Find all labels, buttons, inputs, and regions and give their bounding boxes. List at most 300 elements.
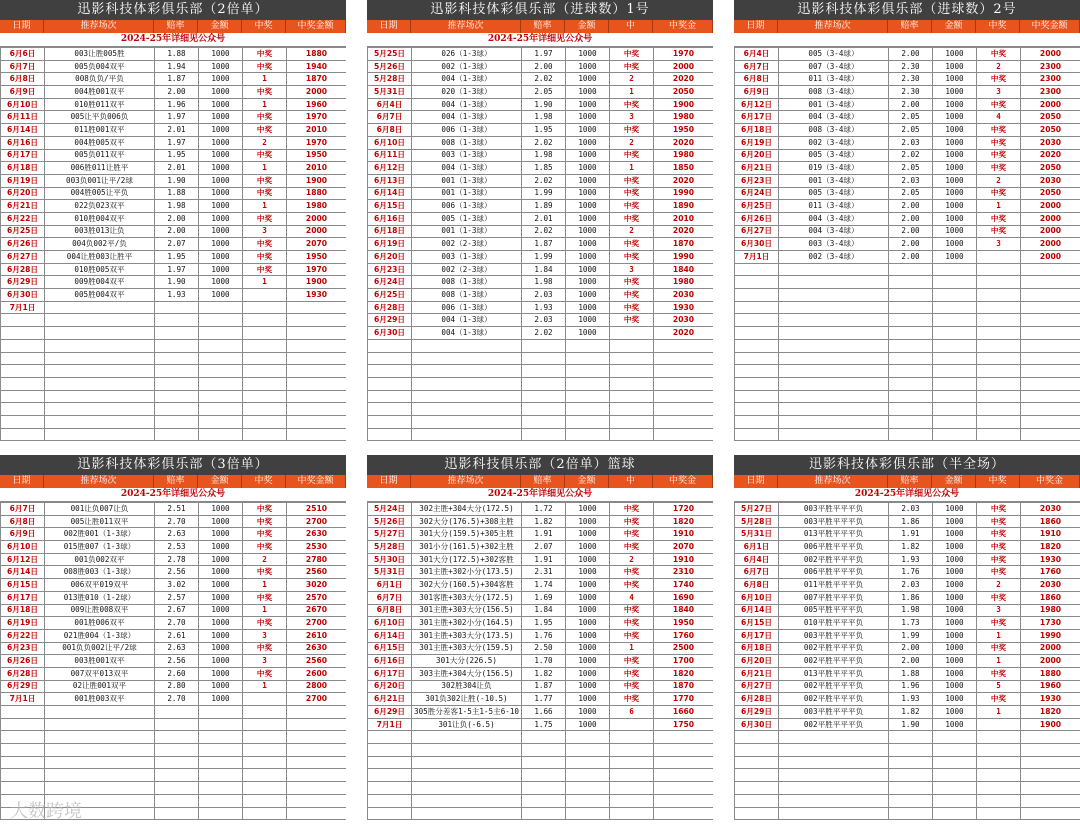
- date-cell: 6月10日: [735, 591, 779, 604]
- odds-cell: [155, 327, 199, 340]
- date-cell: 6月14日: [1, 566, 45, 579]
- date-cell: 6月18日: [1, 162, 45, 175]
- table-row: [1, 667, 347, 680]
- amount-cell: 1000: [199, 98, 243, 111]
- pick-cell: [779, 744, 889, 757]
- result-cell: 2: [243, 553, 287, 566]
- pick-cell: 005（3-4球）: [779, 48, 889, 61]
- table-row: [1, 403, 347, 416]
- payout-cell: 1850: [654, 162, 714, 175]
- date-cell: 6月28日: [1, 263, 45, 276]
- payout-cell: 1730: [1021, 617, 1080, 630]
- header-amount: 金额: [932, 475, 976, 488]
- pick-cell: [45, 769, 155, 782]
- pick-cell: [412, 756, 522, 769]
- pick-cell: 019（3-4球）: [779, 162, 889, 175]
- result-cell: 1: [243, 276, 287, 289]
- odds-cell: 2.61: [155, 629, 199, 642]
- date-cell: 6月7日: [1, 503, 45, 516]
- amount-cell: 1000: [566, 263, 610, 276]
- pick-cell: 302胜304让负: [412, 680, 522, 693]
- table-row: [368, 187, 714, 200]
- odds-cell: 2.53: [155, 541, 199, 554]
- pick-cell: 004（1-3球）: [412, 98, 522, 111]
- payout-cell: 1950: [654, 124, 714, 137]
- date-cell: 6月20日: [1, 187, 45, 200]
- date-cell: 6月4日: [368, 98, 412, 111]
- payout-cell: 3020: [287, 579, 347, 592]
- payout-cell: 1900: [287, 276, 347, 289]
- table-row: [1, 655, 347, 668]
- payout-cell: 2000: [1021, 98, 1080, 111]
- pick-cell: [412, 769, 522, 782]
- table-row: [1, 60, 347, 73]
- header-odds: 赔率: [154, 20, 198, 33]
- amount-cell: [199, 428, 243, 441]
- payout-cell: 1880: [287, 48, 347, 61]
- date-cell: 6月9日: [1, 528, 45, 541]
- payout-cell: 1820: [654, 667, 714, 680]
- odds-cell: 2.00: [522, 60, 566, 73]
- table-row: [735, 111, 1080, 124]
- table-row: [368, 111, 714, 124]
- odds-cell: 2.02: [522, 225, 566, 238]
- pick-cell: 002（3-4球）: [779, 251, 889, 264]
- payout-cell: 1760: [654, 629, 714, 642]
- payout-cell: 2000: [1021, 200, 1080, 213]
- date-cell: 6月16日: [368, 212, 412, 225]
- table-row: [368, 403, 714, 416]
- date-cell: 6月29日: [735, 706, 779, 719]
- payout-cell: [287, 415, 347, 428]
- panel-title: 迅影科技体彩俱乐部（3倍单）: [0, 455, 346, 475]
- payout-cell: 2020: [654, 136, 714, 149]
- amount-cell: 1000: [566, 693, 610, 706]
- amount-cell: 1000: [566, 73, 610, 86]
- odds-cell: 2.00: [155, 225, 199, 238]
- date-cell: [368, 377, 412, 390]
- odds-cell: 2.00: [155, 212, 199, 225]
- date-cell: 6月26日: [1, 238, 45, 251]
- odds-cell: 2.03: [889, 174, 933, 187]
- result-cell: 中奖: [610, 98, 654, 111]
- amount-cell: 1000: [566, 327, 610, 340]
- pick-cell: 007双平013双平: [45, 667, 155, 680]
- date-cell: 6月21日: [1, 200, 45, 213]
- panel-title: 迅影科技体彩俱乐部（进球数）2号: [734, 0, 1080, 20]
- amount-cell: 1000: [199, 579, 243, 592]
- pick-cell: 001胜003双平: [45, 693, 155, 706]
- result-cell: 2: [977, 579, 1021, 592]
- header-result: 中奖: [976, 475, 1020, 488]
- payout-cell: 1940: [287, 60, 347, 73]
- date-cell: 5月31日: [735, 528, 779, 541]
- odds-cell: 1.77: [522, 693, 566, 706]
- odds-cell: [155, 718, 199, 731]
- result-cell: [977, 807, 1021, 820]
- pick-cell: [412, 807, 522, 820]
- table-row: [368, 225, 714, 238]
- pick-cell: 003让胜005胜: [45, 48, 155, 61]
- pick-cell: 003（3-4球）: [779, 238, 889, 251]
- panel-title: 迅影科技体彩俱乐部（2倍单）: [0, 0, 346, 20]
- date-cell: 6月12日: [368, 162, 412, 175]
- result-cell: 中奖: [977, 667, 1021, 680]
- pick-cell: 009胜004双平: [45, 276, 155, 289]
- pick-cell: 006（1-3球）: [412, 200, 522, 213]
- odds-cell: 1.66: [522, 706, 566, 719]
- panel-subtitle: 2024-25年详细见公众号: [734, 488, 1080, 502]
- table-row: [1, 365, 347, 378]
- table-row: [735, 327, 1080, 340]
- odds-cell: [889, 263, 933, 276]
- date-cell: 6月26日: [735, 212, 779, 225]
- pick-cell: 301大分(226.5): [412, 655, 522, 668]
- payout-cell: [654, 428, 714, 441]
- pick-cell: [779, 339, 889, 352]
- result-cell: 中奖: [977, 693, 1021, 706]
- date-cell: 5月27日: [368, 528, 412, 541]
- table-row: [1, 769, 347, 782]
- odds-cell: [522, 756, 566, 769]
- odds-cell: 2.56: [155, 566, 199, 579]
- payout-cell: 1900: [1021, 718, 1080, 731]
- panel-goals-1: [367, 0, 713, 450]
- result-cell: 中奖: [610, 48, 654, 61]
- odds-cell: [889, 377, 933, 390]
- amount-cell: 1000: [566, 503, 610, 516]
- amount-cell: 1000: [933, 187, 977, 200]
- payout-cell: 2630: [287, 642, 347, 655]
- payout-cell: [287, 403, 347, 416]
- result-cell: [977, 428, 1021, 441]
- table-row: [735, 655, 1080, 668]
- payout-cell: [654, 769, 714, 782]
- odds-cell: [155, 744, 199, 757]
- header-odds: 赔率: [888, 20, 932, 33]
- date-cell: 6月6日: [1, 48, 45, 61]
- date-cell: 6月10日: [1, 541, 45, 554]
- amount-cell: 1000: [199, 503, 243, 516]
- odds-cell: 2.00: [889, 251, 933, 264]
- pick-cell: 002（1-3球）: [412, 60, 522, 73]
- table-row: [368, 327, 714, 340]
- odds-cell: [155, 339, 199, 352]
- result-cell: [977, 276, 1021, 289]
- pick-cell: 005让平负006负: [45, 111, 155, 124]
- table-row: [1, 263, 347, 276]
- date-cell: [368, 352, 412, 365]
- amount-cell: 1000: [566, 706, 610, 719]
- odds-cell: 2.30: [889, 60, 933, 73]
- date-cell: 6月9日: [1, 86, 45, 99]
- odds-cell: 2.56: [155, 655, 199, 668]
- header-amount: 金额: [198, 20, 242, 33]
- amount-cell: 1000: [566, 579, 610, 592]
- header-pick: 推荐场次: [778, 20, 888, 33]
- amount-cell: 1000: [566, 553, 610, 566]
- pick-cell: 011胜001双平: [45, 124, 155, 137]
- amount-cell: 1000: [566, 149, 610, 162]
- amount-cell: 1000: [199, 187, 243, 200]
- payout-cell: [654, 365, 714, 378]
- pick-cell: 005（3-4球）: [779, 187, 889, 200]
- payout-cell: 2050: [654, 86, 714, 99]
- odds-cell: [522, 339, 566, 352]
- pick-cell: 006（1-3球）: [412, 124, 522, 137]
- amount-cell: 1000: [199, 629, 243, 642]
- table-row: [368, 428, 714, 441]
- result-cell: 中奖: [610, 680, 654, 693]
- pick-cell: 303主胜+304大分(156.5): [412, 667, 522, 680]
- odds-cell: [155, 807, 199, 820]
- panel-subtitle: 2024-25年详细见公众号: [0, 488, 346, 502]
- result-cell: 2: [610, 73, 654, 86]
- odds-cell: [155, 403, 199, 416]
- pick-cell: [45, 403, 155, 416]
- date-cell: 6月22日: [1, 212, 45, 225]
- result-cell: 3: [610, 263, 654, 276]
- amount-cell: 1000: [199, 553, 243, 566]
- result-cell: 中奖: [977, 591, 1021, 604]
- result-cell: [977, 289, 1021, 302]
- result-cell: [610, 428, 654, 441]
- amount-cell: 1000: [199, 48, 243, 61]
- table-row: [735, 86, 1080, 99]
- result-cell: 3: [977, 604, 1021, 617]
- date-cell: 6月8日: [1, 73, 45, 86]
- pick-cell: 005平胜平平平负: [779, 604, 889, 617]
- result-cell: 1: [243, 200, 287, 213]
- result-cell: 中奖: [977, 149, 1021, 162]
- table-row: [368, 289, 714, 302]
- odds-cell: [155, 782, 199, 795]
- payout-cell: 2510: [287, 503, 347, 516]
- header-pick: 推荐场次: [411, 475, 521, 488]
- table-row: [735, 124, 1080, 137]
- odds-cell: 1.98: [889, 604, 933, 617]
- result-cell: 中奖: [610, 566, 654, 579]
- payout-cell: 2530: [287, 541, 347, 554]
- odds-cell: [522, 415, 566, 428]
- amount-cell: [933, 263, 977, 276]
- result-cell: 2: [977, 174, 1021, 187]
- table-row: [1, 238, 347, 251]
- table-row: [368, 769, 714, 782]
- date-cell: 6月8日: [368, 604, 412, 617]
- result-cell: 6: [610, 706, 654, 719]
- panel-3x-single: [0, 455, 346, 831]
- result-cell: 中奖: [610, 515, 654, 528]
- odds-cell: [155, 731, 199, 744]
- table-row: [735, 352, 1080, 365]
- pick-cell: [779, 289, 889, 302]
- result-cell: [610, 756, 654, 769]
- amount-cell: 1000: [566, 162, 610, 175]
- amount-cell: 1000: [199, 225, 243, 238]
- payout-cell: [654, 794, 714, 807]
- amount-cell: 1000: [199, 667, 243, 680]
- amount-cell: 1000: [933, 541, 977, 554]
- result-cell: 中奖: [610, 187, 654, 200]
- amount-cell: 1000: [566, 718, 610, 731]
- amount-cell: 1000: [199, 149, 243, 162]
- date-cell: [1, 756, 45, 769]
- pick-cell: 005（3-4球）: [779, 149, 889, 162]
- payout-cell: [654, 352, 714, 365]
- payout-cell: [287, 782, 347, 795]
- table-row: [1, 415, 347, 428]
- amount-cell: 1000: [566, 48, 610, 61]
- header-payout: 中奖金: [1020, 475, 1080, 488]
- result-cell: [610, 390, 654, 403]
- result-cell: [977, 352, 1021, 365]
- odds-cell: 2.67: [155, 604, 199, 617]
- header-odds: 赔率: [521, 475, 565, 488]
- date-cell: 6月16日: [1, 136, 45, 149]
- result-cell: 中奖: [610, 604, 654, 617]
- payout-cell: 2050: [1021, 124, 1080, 137]
- odds-cell: [889, 365, 933, 378]
- pick-cell: 008（1-3球）: [412, 289, 522, 302]
- table-row: [368, 731, 714, 744]
- date-cell: 6月25日: [735, 200, 779, 213]
- odds-cell: 2.63: [155, 642, 199, 655]
- odds-cell: [522, 352, 566, 365]
- pick-cell: 004（1-3球）: [412, 314, 522, 327]
- table-row: [368, 541, 714, 554]
- header-result: 中奖: [976, 20, 1020, 33]
- payout-cell: 1960: [1021, 680, 1080, 693]
- odds-cell: 2.03: [522, 314, 566, 327]
- pick-cell: 006双平019双平: [45, 579, 155, 592]
- table-row: [368, 124, 714, 137]
- payout-cell: 2700: [287, 693, 347, 706]
- result-cell: [977, 403, 1021, 416]
- date-cell: [735, 744, 779, 757]
- date-cell: [1, 782, 45, 795]
- date-cell: [1, 390, 45, 403]
- table-row: [368, 174, 714, 187]
- table-row: [1, 591, 347, 604]
- odds-cell: 1.85: [522, 162, 566, 175]
- amount-cell: 1000: [933, 149, 977, 162]
- amount-cell: [199, 314, 243, 327]
- date-cell: 6月23日: [1, 642, 45, 655]
- payout-cell: [287, 794, 347, 807]
- date-cell: [368, 339, 412, 352]
- result-cell: 中奖: [243, 503, 287, 516]
- odds-cell: 1.89: [522, 200, 566, 213]
- table-row: [368, 706, 714, 719]
- result-cell: 4: [610, 591, 654, 604]
- odds-cell: [522, 807, 566, 820]
- payout-cell: [287, 339, 347, 352]
- date-cell: 6月14日: [368, 629, 412, 642]
- date-cell: [735, 756, 779, 769]
- result-cell: 中奖: [977, 541, 1021, 554]
- date-cell: [1, 769, 45, 782]
- payout-cell: 2020: [654, 225, 714, 238]
- odds-cell: 1.95: [522, 617, 566, 630]
- date-cell: [368, 390, 412, 403]
- date-cell: 6月4日: [735, 48, 779, 61]
- result-cell: 3: [977, 86, 1021, 99]
- result-cell: 中奖: [977, 642, 1021, 655]
- header-payout: 中奖金: [653, 475, 713, 488]
- table-row: [368, 339, 714, 352]
- odds-cell: 2.31: [522, 566, 566, 579]
- table-row: [1, 162, 347, 175]
- odds-cell: [522, 782, 566, 795]
- odds-cell: 1.91: [522, 553, 566, 566]
- odds-cell: 1.91: [889, 528, 933, 541]
- amount-cell: [933, 769, 977, 782]
- payout-cell: [1021, 339, 1080, 352]
- result-cell: 中奖: [977, 48, 1021, 61]
- result-cell: [977, 794, 1021, 807]
- table-row: [735, 73, 1080, 86]
- results-table: [734, 502, 1080, 820]
- table-row: [735, 591, 1080, 604]
- odds-cell: 2.78: [155, 553, 199, 566]
- payout-cell: 2010: [654, 212, 714, 225]
- amount-cell: [933, 756, 977, 769]
- payout-cell: 1910: [654, 553, 714, 566]
- result-cell: 中奖: [610, 60, 654, 73]
- amount-cell: 1000: [566, 136, 610, 149]
- pick-cell: 004（1-3球）: [412, 73, 522, 86]
- date-cell: 6月14日: [1, 124, 45, 137]
- date-cell: [368, 769, 412, 782]
- payout-cell: 2000: [287, 212, 347, 225]
- odds-cell: 2.30: [889, 73, 933, 86]
- payout-cell: 1860: [1021, 515, 1080, 528]
- odds-cell: 2.00: [889, 48, 933, 61]
- payout-cell: 1820: [1021, 706, 1080, 719]
- amount-cell: 1000: [566, 541, 610, 554]
- odds-cell: 1.82: [889, 541, 933, 554]
- date-cell: 6月15日: [735, 617, 779, 630]
- date-cell: 7月1日: [1, 693, 45, 706]
- amount-cell: 1000: [566, 528, 610, 541]
- table-row: [368, 604, 714, 617]
- result-cell: [243, 428, 287, 441]
- date-cell: 6月10日: [1, 98, 45, 111]
- pick-cell: [779, 756, 889, 769]
- odds-cell: [522, 769, 566, 782]
- odds-cell: 2.00: [889, 212, 933, 225]
- odds-cell: 1.97: [155, 111, 199, 124]
- result-cell: 中奖: [610, 301, 654, 314]
- table-row: [735, 693, 1080, 706]
- pick-cell: 003平胜平平平负: [779, 706, 889, 719]
- result-cell: 2: [610, 225, 654, 238]
- odds-cell: 2.01: [155, 162, 199, 175]
- payout-cell: 1870: [287, 73, 347, 86]
- result-cell: 1: [977, 655, 1021, 668]
- pick-cell: 003（1-3球）: [412, 149, 522, 162]
- odds-cell: 2.00: [889, 200, 933, 213]
- odds-cell: [522, 744, 566, 757]
- date-cell: 6月12日: [1, 553, 45, 566]
- payout-cell: 2010: [287, 124, 347, 137]
- amount-cell: 1000: [933, 642, 977, 655]
- result-cell: 中奖: [977, 73, 1021, 86]
- date-cell: [1, 352, 45, 365]
- payout-cell: 1910: [654, 528, 714, 541]
- odds-cell: 2.00: [889, 238, 933, 251]
